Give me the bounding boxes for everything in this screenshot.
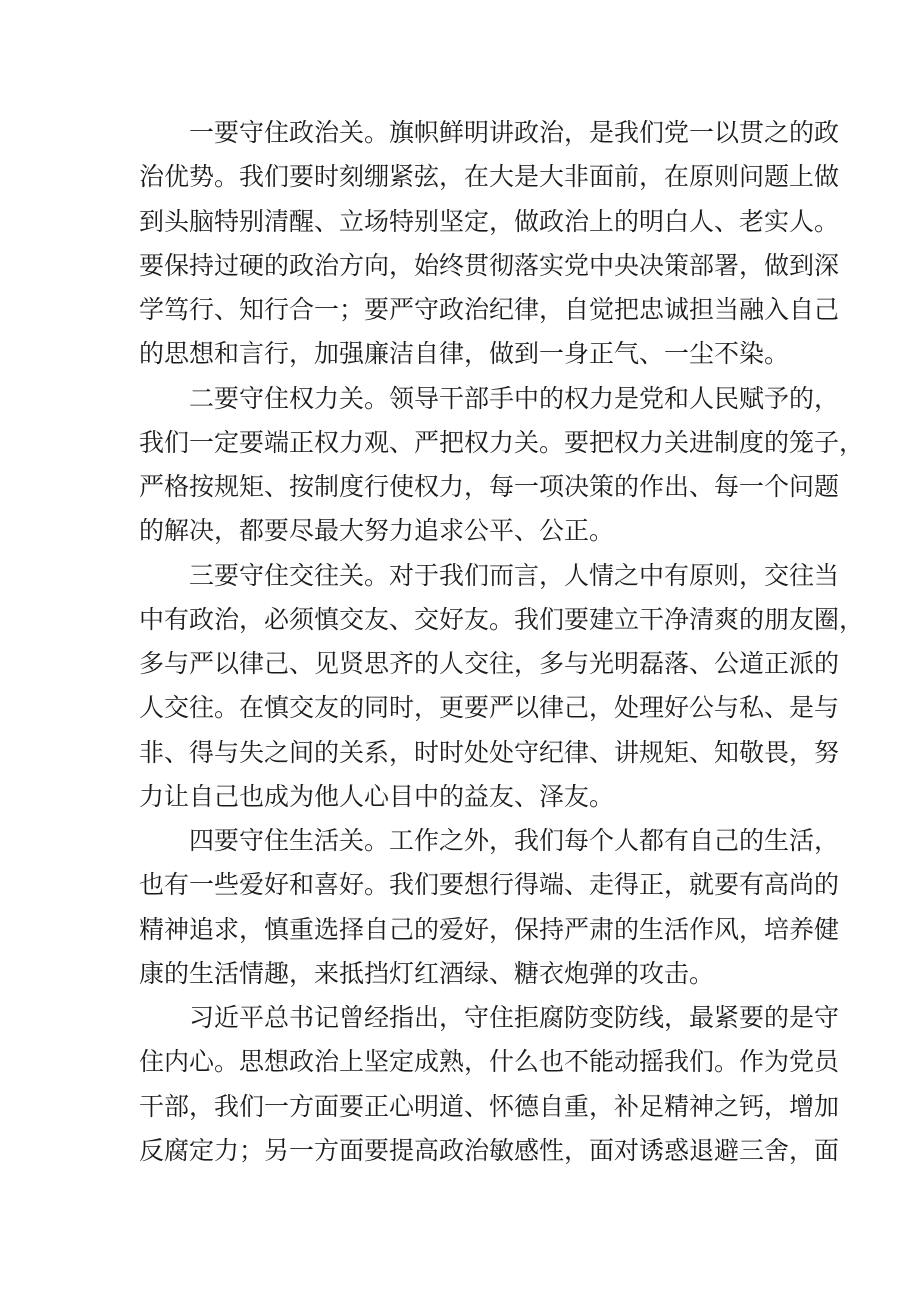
paragraph-line: 人交往。在慎交友的同时，更要严以律己，处理好公与私、是与 [139,693,840,723]
paragraph-line: 三要守住交往关。对于我们而言，人情之中有原则，交往当 [189,560,840,590]
paragraph-line: 精神追求，慎重选择自己的爱好，保持严肃的生活作风，培养健 [139,914,840,944]
paragraph-line: 中有政治，必须慎交友、交好友。我们要建立干净清爽的朋友圈， [139,604,865,634]
paragraph-line: 力让自己也成为他人心目中的益友、泽友。 [139,781,615,811]
paragraph-line: 四要守住生活关。工作之外，我们每个人都有自己的生活， [189,826,840,855]
paragraph-line: 住内心。思想政治上坚定成熟，什么也不能动摇我们。作为党员 [139,1047,840,1077]
paragraph-line: 也有一些爱好和喜好。我们要想行得端、走得正，就要有高尚的 [139,870,840,900]
paragraph-line: 多与严以律己、见贤思齐的人交往，多与光明磊落、公道正派的 [139,649,840,678]
paragraph [139,996,840,1173]
paragraph-line: 习近平总书记曾经指出，守住拒腐防变防线，最紧要的是守 [189,1003,840,1032]
paragraph-line: 的思想和言行，加强廉洁自律，做到一身正气、一尘不染。 [139,339,790,369]
paragraph-line: 学笃行、知行合一；要严守政治纪律，自觉把忠诚担当融入自己 [139,295,840,324]
paragraph [139,554,865,820]
paragraph-line: 反腐定力；另一方面要提高政治敏感性，面对诱惑退避三舍，面 [139,1135,840,1165]
document-body [139,111,865,1173]
paragraph-line: 干部，我们一方面要正心明道、怀德自重，补足精神之钙，增加 [139,1091,840,1121]
paragraph-line: 康的生活情趣，来抵挡灯红酒绿、糖衣炮弹的攻击。 [139,958,715,988]
paragraph-line: 一要守住政治关。旗帜鲜明讲政治，是我们党一以贯之的政 [189,118,840,147]
paragraph-line: 非、得与失之间的关系，时时处处守纪律、讲规矩、知敬畏，努 [139,737,840,767]
paragraph-line: 要保持过硬的政治方向，始终贯彻落实党中央决策部署，做到深 [139,250,840,280]
paragraph-line: 到头脑特别清醒、立场特别坚定，做政治上的明白人、老实人。 [139,206,840,236]
paragraph-line: 二要守住权力关。领导干部手中的权力是党和人民赋予的， [189,383,840,413]
paragraph-line: 的解决，都要尽最大努力追求公平、公正。 [139,516,615,546]
paragraph-line: 治优势。我们要时刻绷紧弦，在大是大非面前，在原则问题上做 [139,162,840,192]
paragraph-line: 严格按规矩、按制度行使权力，每一项决策的作出、每一个问题 [139,472,840,501]
paragraph [139,377,865,554]
paragraph [139,819,840,996]
paragraph [139,111,840,377]
paragraph-line: 我们一定要端正权力观、严把权力关。要把权力关进制度的笼子， [139,427,865,457]
